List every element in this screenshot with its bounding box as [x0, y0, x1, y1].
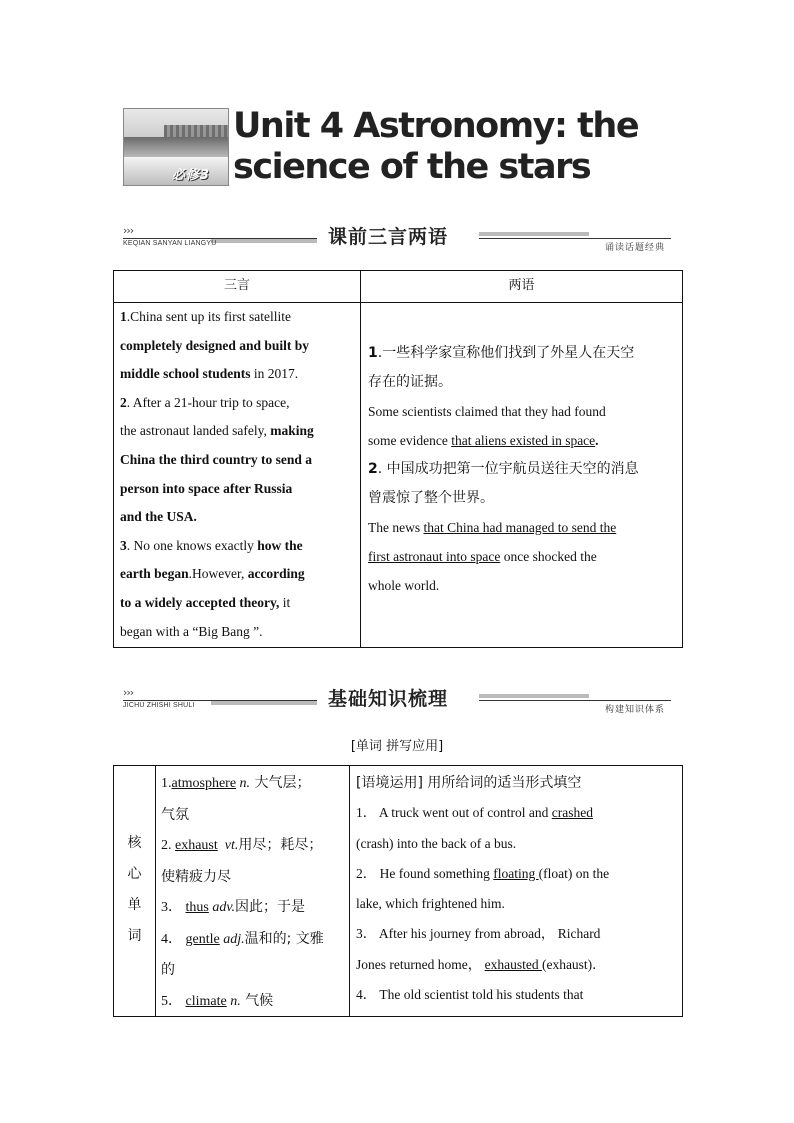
subheading: [单词 拼写应用] — [350, 739, 444, 754]
sanyan-item-1: 1.China sent up its first satellite — [120, 309, 291, 324]
exercise-q1: 1． A truck went out of control and crashed — [356, 805, 593, 821]
divider-right — [479, 238, 671, 239]
unit-cover-image — [123, 108, 229, 186]
exercise-q4: 4． The old scientist told his students that — [356, 987, 584, 1003]
answer-blank: floating — [493, 865, 539, 881]
answer-blank: that aliens existed in space — [451, 433, 596, 448]
section-heading: 课前三言两语 — [328, 226, 449, 248]
liangyu-column: 1.一些科学家宣称他们找到了外星人在天空 存在的证据。 Some scientists claimed that they had found some evidence that aliens existed in space. 2. 中国成功把第一位宇航员送往天空的消息 曾震惊了整个世界。 The news that China had managed to send the first astronaut into space once shocked the whole world. — [368, 339, 678, 600]
col-header-liangyu: 两语 — [508, 278, 535, 293]
liangyu-item-1-cn: 1.一些科学家宣称他们找到了外星人在天空 — [368, 345, 635, 361]
section-pinyin: JICHU ZHISHI SHULI — [123, 702, 195, 709]
answer-blank: that China had managed to send the — [423, 520, 617, 535]
section-pinyin: KEQIAN SANYAN LIANGYU — [123, 240, 217, 247]
section-tag: 构建知识体系 — [604, 705, 665, 715]
divider-right — [479, 700, 671, 701]
liangyu-item-2-cn: 2. 中国成功把第一位宇航员送往天空的消息 — [368, 461, 639, 477]
section-heading: 基础知识梳理 — [328, 688, 449, 710]
waterfall-graphic — [124, 137, 228, 157]
exercise-q2: 2． He found something floating (float) on the — [356, 865, 610, 881]
book-badge: 必修3 — [172, 168, 211, 183]
sanyan-item-3: 3. No one knows exactly how the — [120, 537, 303, 553]
section-tag: 诵读话题经典 — [604, 243, 665, 253]
vocab-item: 2. exhaust vt.用尽；耗尽； — [161, 837, 323, 853]
chevron-icon: ››› — [123, 224, 134, 237]
vocab-item: 3． thus adv.因此；于是 — [161, 899, 306, 915]
unit-title — [233, 106, 638, 188]
unit-title-line1: Unit 4 Astronomy: the — [233, 106, 639, 146]
exercise-panel: [语境运用] 用所给词的适当形式填空 1． A truck went out of control and crashed (crash) into the back of a bus. 2． He found something floating (float) on the lake, which frightened him. 3． After his journey from abroad， Richard Jones returned home， exhausted (exhaust)． 4． The old scientist told his students that — [356, 768, 678, 1010]
vocab-item: 1.atmosphere n. 大气层； — [161, 775, 311, 791]
unit-title-line2: science of the stars — [233, 147, 591, 187]
answer-blank: exhausted — [484, 956, 542, 972]
section-header-2 — [123, 684, 671, 714]
exercise-title: [语境运用] 用所给词的适当形式填空 — [356, 775, 582, 791]
divider-bar-left — [211, 239, 317, 243]
sanyan-column: 1.China sent up its first satellite completely designed and built by middle school students in 2017. 2. After a 21-hour trip to space, the astronaut landed safely, making China the third country to send a person into space after Russia and the USA. 3. No one knows exactly how the earth began.However, according to a widely accepted theory, it began with a “Big Bang ”. — [120, 303, 352, 646]
divider-bar-left — [211, 701, 317, 705]
vocab-item: 5． climate n. 气候 — [161, 992, 274, 1009]
section-header-1 — [123, 222, 671, 252]
vocab-list: 1.atmosphere n. 大气层； 气氛 2. exhaust vt.用尽；耗尽； 使精疲力尽 3． thus adv.因此；于是 4． gentle adj.温和的; 文雅 的 5． climate n. 气候 — [161, 768, 347, 1017]
sentences-table — [113, 270, 683, 648]
divider-bar-right — [479, 232, 589, 236]
core-words-label: 核 心 单 词 — [127, 835, 142, 944]
answer-blank: crashed — [551, 805, 593, 821]
col-header-sanyan: 三言 — [223, 278, 250, 293]
vocabulary-table — [113, 765, 683, 1017]
chevron-icon: ››› — [123, 686, 134, 699]
divider-bar-right — [479, 694, 589, 698]
sanyan-item-2: 2. After a 21-hour trip to space, — [120, 394, 290, 410]
vocab-item: 4． gentle adj.温和的; 文雅 — [161, 930, 324, 947]
exercise-q3: 3． After his journey from abroad， Richard — [356, 926, 601, 942]
answer-blank: first astronaut into space — [368, 549, 501, 564]
